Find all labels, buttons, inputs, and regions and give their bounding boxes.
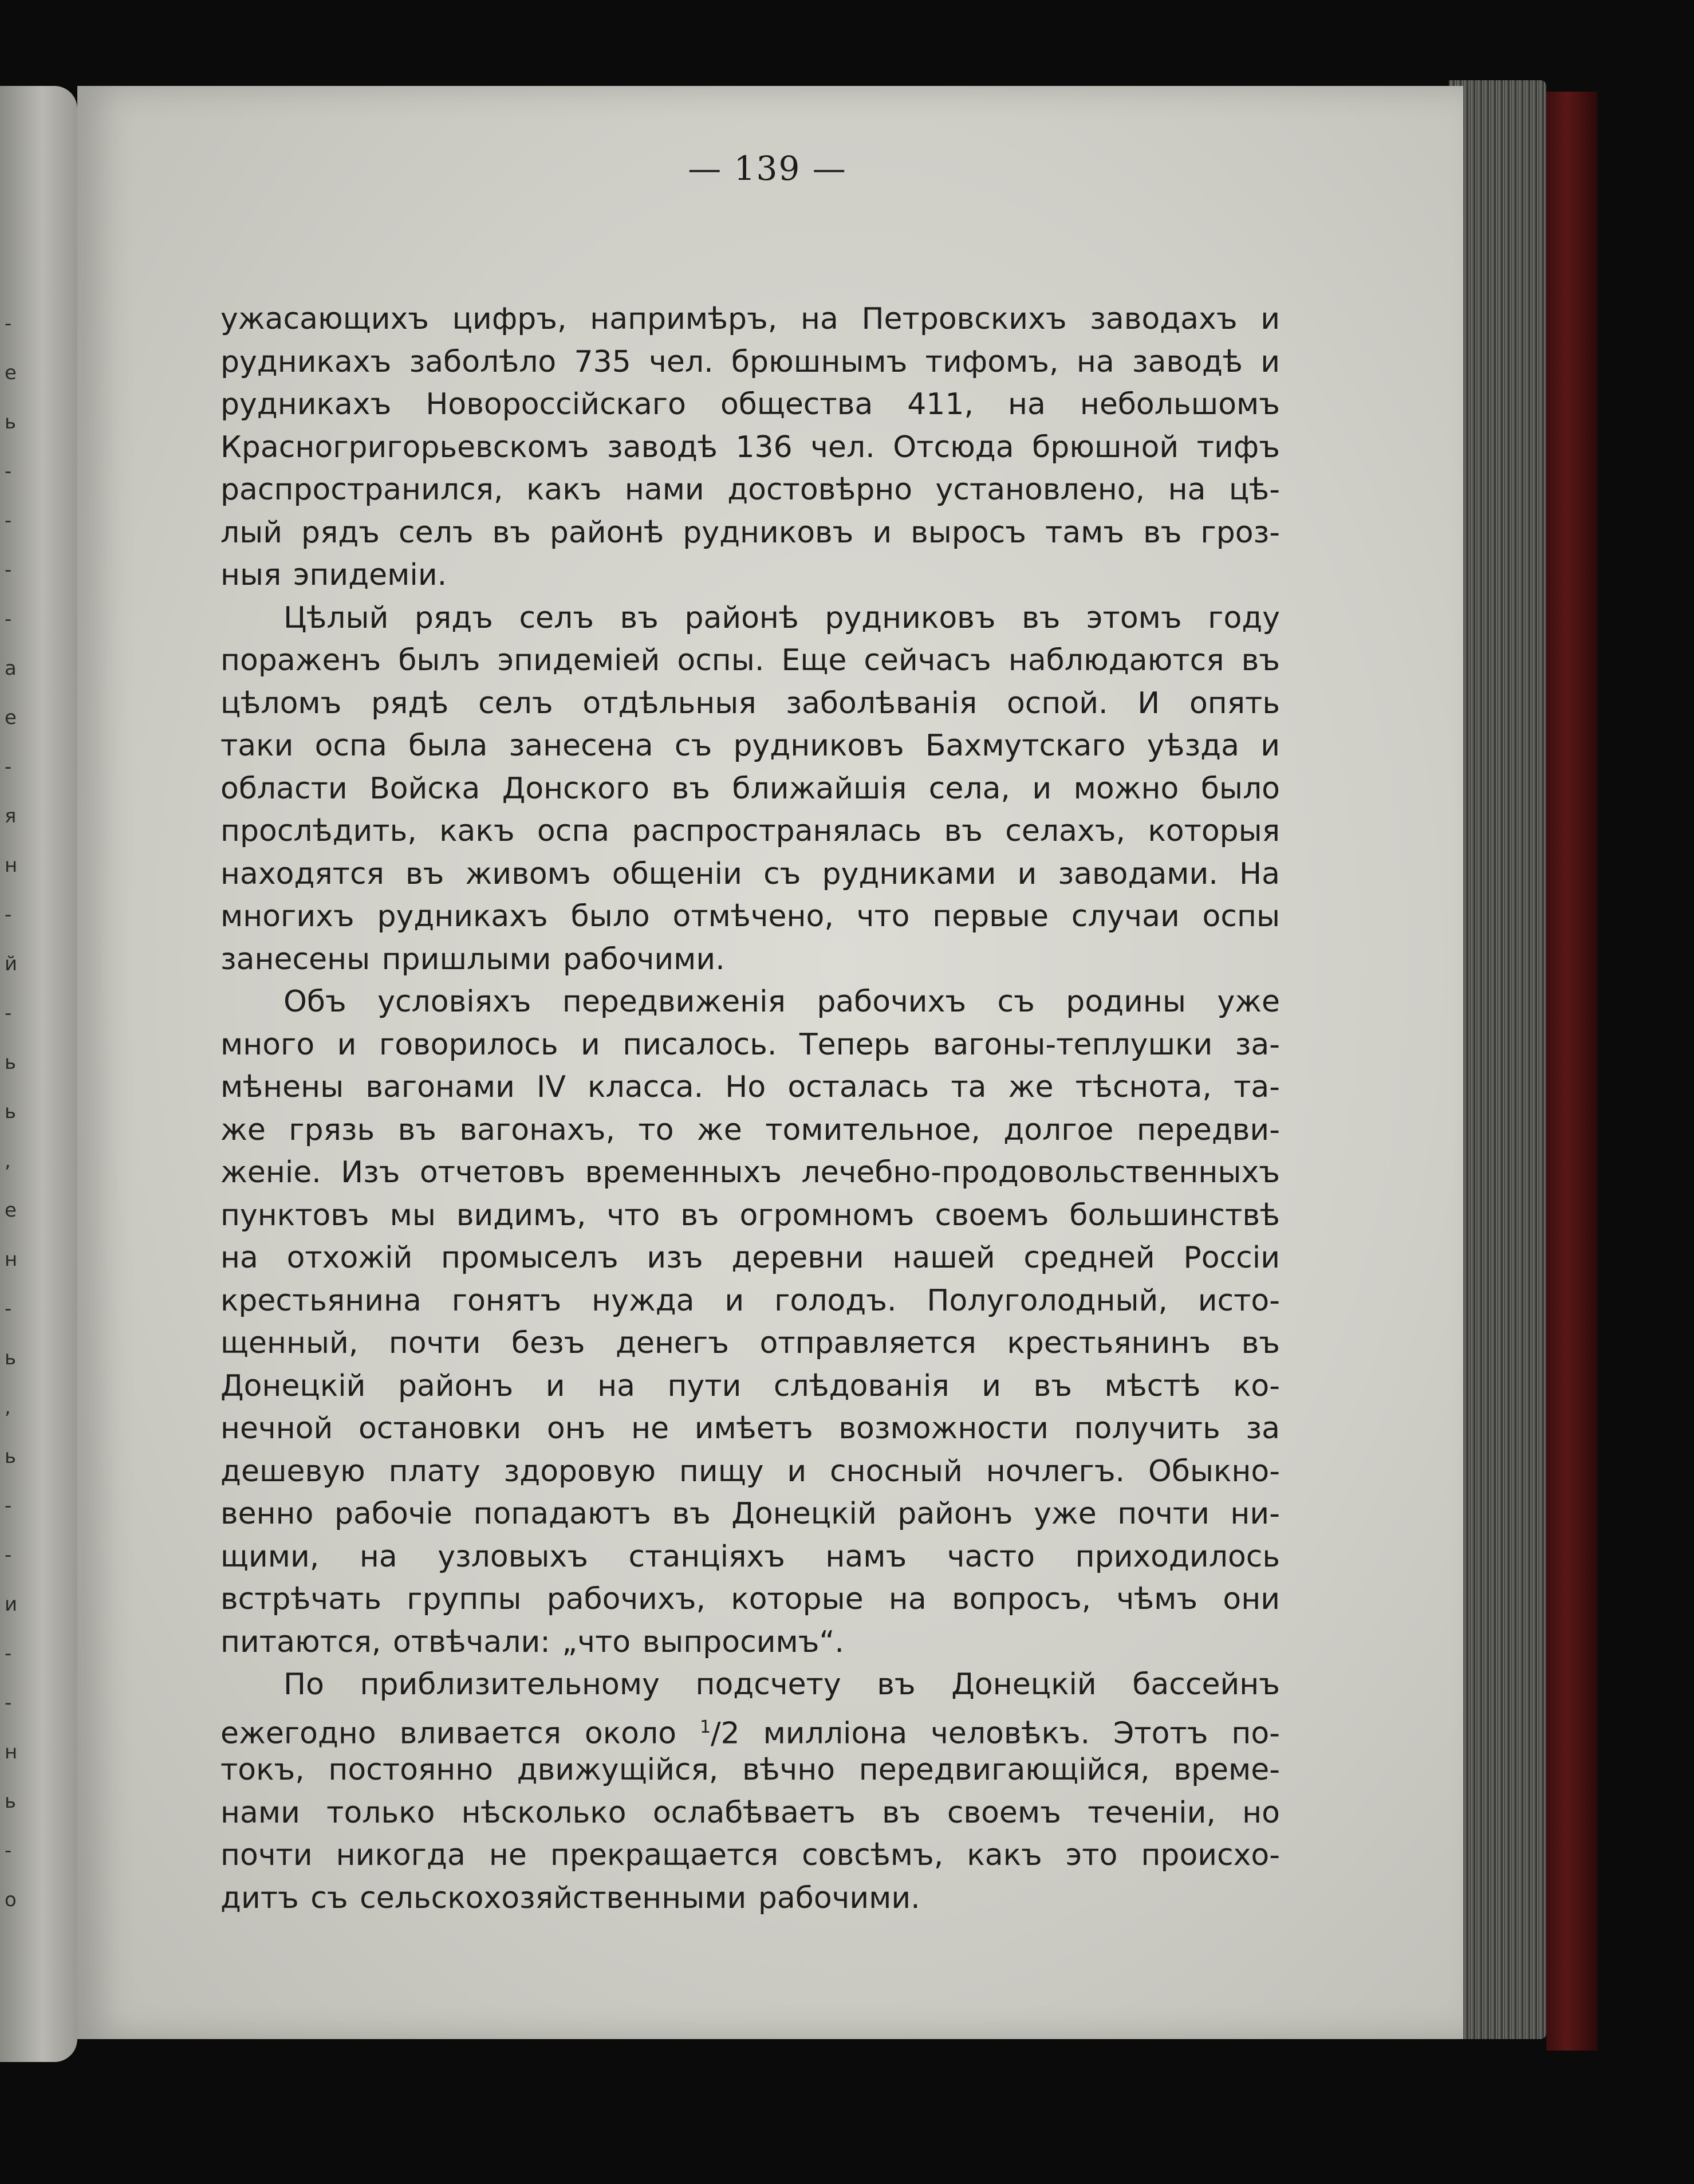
text-line: распространился, какъ нами достовѣрно установлено, на цѣ-: [220, 473, 1280, 507]
page-body-text: [220, 298, 1280, 1919]
previous-page-fragment: н: [5, 854, 18, 877]
previous-page-fragment: -: [5, 509, 12, 532]
text-line: нами только нѣсколько ослабѣваетъ въ своемъ теченіи, но: [220, 1795, 1280, 1830]
text-line: области Войска Донского въ ближайшія села, и можно было: [220, 771, 1280, 806]
previous-page-fragment: ь: [5, 1051, 17, 1074]
text-line: занесены пришлыми рабочими.: [220, 942, 725, 977]
text-line: крестьянина гонятъ нужда и голодъ. Полуголодный, исто-: [220, 1283, 1280, 1318]
text-line: Объ условіяхъ передвиженія рабочихъ съ родины уже: [283, 985, 1280, 1019]
page-block-edge: [1449, 80, 1546, 2039]
text-line: По приблизительному подсчету въ Донецкій бассейнъ: [283, 1667, 1280, 1702]
previous-page-fragment: -: [5, 1297, 12, 1320]
previous-page-fragment: е: [5, 1199, 17, 1222]
text-line: щенный, почти безъ денегъ отправляется крестьянинъ въ: [220, 1326, 1280, 1360]
previous-page-fragment: о: [5, 1888, 17, 1911]
previous-page-fragment: ь: [5, 1100, 17, 1123]
previous-page-fragment: ь: [5, 1347, 17, 1370]
text-line: женіе. Изъ отчетовъ временныхъ лечебно-продовольственныхъ: [220, 1155, 1280, 1190]
previous-page-text-fragments: [0, 86, 77, 2062]
previous-page-fragment: -: [5, 1002, 12, 1025]
text-line-with-fraction: [220, 1706, 1280, 1749]
previous-page-fragment: -: [5, 1544, 12, 1567]
text-line: прослѣдить, какъ оспа распространялась въ селахъ, которыя: [220, 814, 1280, 848]
text-line: токъ, постоянно движущійся, вѣчно передвигающійся, време-: [220, 1753, 1280, 1787]
previous-page-fragment: -: [5, 608, 12, 631]
book-cover-edge: [1546, 92, 1598, 2051]
text-line: много и говорилось и писалось. Теперь вагоны-теплушки за-: [220, 1027, 1280, 1062]
previous-page-fragment: ь: [5, 1445, 17, 1468]
text-line: пунктовъ мы видимъ, что въ огромномъ своемъ большинствѣ: [220, 1198, 1280, 1233]
text-line: таки оспа была занесена съ рудниковъ Бахмутскаго уѣзда и: [220, 729, 1280, 763]
text-line: Красногригорьевскомъ заводѣ 136 чел. Отсюда брюшной тифъ: [220, 430, 1280, 465]
text-line: дитъ съ сельскохозяйственными рабочими.: [220, 1880, 920, 1915]
text-line: щими, на узловыхъ станціяхъ намъ часто приходилось: [220, 1539, 1280, 1574]
previous-page-fragment: е: [5, 361, 17, 384]
text-line: рудникахъ Новороссійскаго общества 411, на небольшомъ: [220, 387, 1280, 422]
text-line: находятся въ живомъ общеніи съ рудниками и заводами. На: [220, 856, 1280, 891]
text-line: нечной остановки онъ не имѣетъ возможности получить за: [220, 1411, 1280, 1446]
previous-page-fragment: -: [5, 460, 12, 483]
text-line: пораженъ былъ эпидеміей оспы. Еще сейчасъ наблюдаются въ: [220, 643, 1280, 678]
previous-page-fragment: -: [5, 1642, 12, 1665]
previous-page-fragment: ь: [5, 411, 17, 434]
previous-page-fragment: ,: [5, 1396, 11, 1419]
text-line: венно рабочіе попадаютъ въ Донецкій районъ уже почти ни-: [220, 1497, 1280, 1531]
previous-page-fragment: й: [5, 953, 18, 975]
text-fragment: милліона человѣкъ. Этотъ по-: [739, 1715, 1280, 1749]
previous-page-fragment: и: [5, 1593, 18, 1616]
fraction-denominator: /2: [711, 1715, 740, 1749]
previous-page-fragment: н: [5, 1248, 18, 1271]
previous-page-fragment: -: [5, 558, 12, 581]
text-fragment: ежегодно вливается около: [220, 1715, 700, 1749]
text-line: рудникахъ заболѣло 735 чел. брюшнымъ тифомъ, на заводѣ и: [220, 344, 1280, 379]
text-line: встрѣчать группы рабочихъ, которые на вопросъ, чѣмъ они: [220, 1582, 1280, 1616]
text-line: Донецкій районъ и на пути слѣдованія и въ мѣстѣ ко-: [220, 1368, 1280, 1403]
text-line: на отхожій промыселъ изъ деревни нашей средней Россіи: [220, 1241, 1280, 1275]
previous-page-fragment: -: [5, 1691, 12, 1714]
previous-page-fragment: -: [5, 1494, 12, 1517]
text-line: цѣломъ рядѣ селъ отдѣльныя заболѣванія оспой. И опять: [220, 686, 1280, 721]
text-line: дешевую плату здоровую пищу и сносный ночлегъ. Обыкно-: [220, 1454, 1280, 1489]
page-number: — 139 —: [688, 149, 847, 188]
previous-page-fragment: -: [5, 312, 12, 335]
text-line: почти никогда не прекращается совсѣмъ, какъ это происхо-: [220, 1838, 1280, 1872]
previous-page-fragment: н: [5, 1741, 18, 1764]
previous-page-fragment: а: [5, 657, 17, 680]
text-line: Цѣлый рядъ селъ въ районѣ рудниковъ въ этомъ году: [283, 600, 1280, 635]
previous-page-fragment: -: [5, 755, 12, 778]
text-line: ныя эпидеміи.: [220, 558, 447, 592]
text-line: питаются, отвѣчали: „что выпросимъ“.: [220, 1624, 844, 1659]
text-line: ужасающихъ цифръ, напримѣръ, на Петровскихъ заводахъ и: [220, 302, 1280, 336]
text-line: же грязь въ вагонахъ, то же томительное, долгое передви-: [220, 1112, 1280, 1147]
fraction-numerator: 1: [699, 1717, 711, 1737]
previous-page-fragment: -: [5, 903, 12, 926]
previous-page-fragment: е: [5, 706, 17, 729]
text-line: многихъ рудникахъ было отмѣчено, что первые случаи оспы: [220, 899, 1280, 934]
previous-page-fragment: ь: [5, 1790, 17, 1813]
text-line: лый рядъ селъ въ районѣ рудниковъ и выросъ тамъ въ гроз-: [220, 515, 1280, 550]
previous-page-edge: [0, 86, 77, 2062]
previous-page-fragment: ,: [5, 1150, 11, 1172]
previous-page-fragment: -: [5, 1839, 12, 1862]
text-line: мѣнены вагонами IV класса. Но осталась та же тѣснота, та-: [220, 1070, 1280, 1104]
previous-page-fragment: я: [5, 805, 17, 828]
